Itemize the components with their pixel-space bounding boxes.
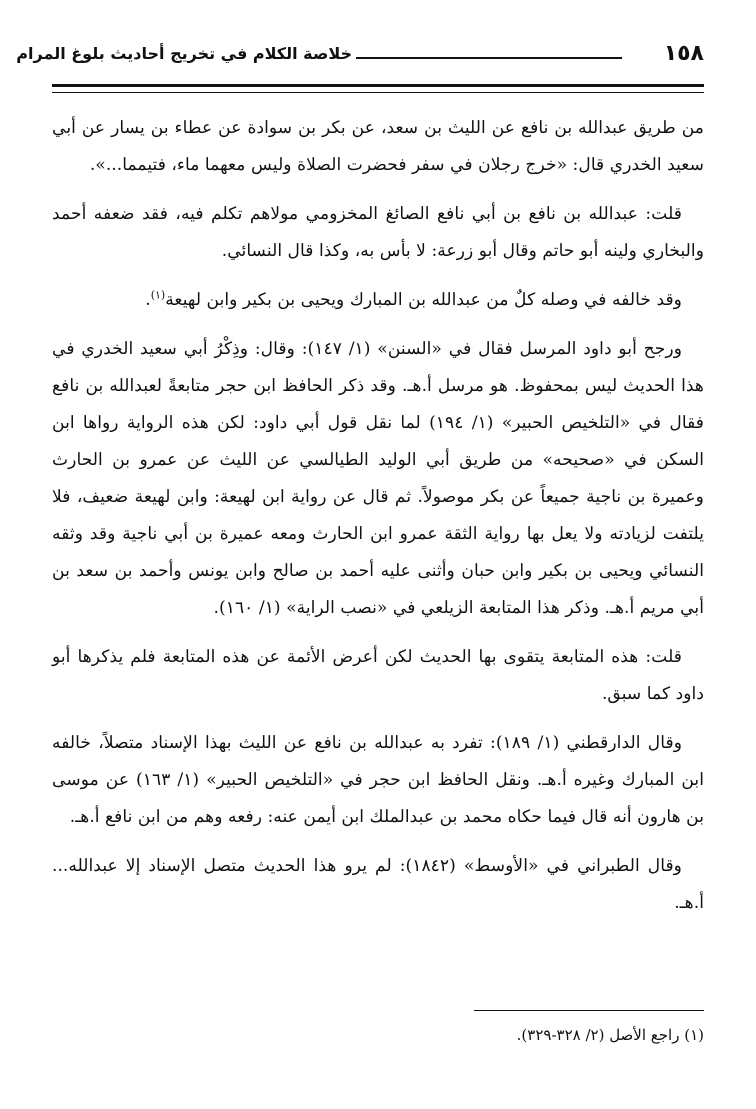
paragraph: قلت: هذه المتابعة يتقوى بها الحديث لكن أعرض الأئمة عن هذه المتابعة فلم يذكرها أبو داود كما سبق. xyxy=(52,647,704,704)
footnote-divider xyxy=(474,1010,704,1011)
running-title: خلاصة الكلام في تخريج أحاديث بلوغ المرام xyxy=(16,44,352,63)
paragraph: وقال الطبراني في «الأوسط» (١٨٤٢): لم يرو هذا الحديث متصل الإسناد إلا عبدالله... أ.هـ. xyxy=(52,856,704,913)
paragraph: قلت: عبدالله بن نافع بن أبي نافع الصائغ المخزومي مولاهم تكلم فيه، فقد ضعفه أحمد والبخاري ولينه أبو حاتم وقال أبو زرعة: لا بأس به، وكذا قال النسائي. xyxy=(52,204,704,261)
paragraph: ورجح أبو داود المرسل فقال في «السنن» (١/ ١٤٧): وقال: وذِكْرُ أبي سعيد الخدري في هذا الحديث ليس بمحفوظ. هو مرسل أ.هـ. وقد ذكر الحافظ ابن حجر متابعةً لعبدالله بن نافع فقال في «التلخيص الحبير» (١/ ١٩٤) لما نقل قول أبي داود: لكن هذه الرواية رواها ابن السكن في «صحيحه» من طريق أبي الوليد الطيالسي عن الليث عن عمرو بن الحارث وعميرة بن ناجية جميعاً عن بكر موصولاً. ثم قال عن رواية ابن لهيعة: وابن لهيعة ضعيف، فلا يلتفت لزيادته ولا يعل بها رواية الثقة عمرو ابن الحارث ومعه عميرة بن أبي ناجية وقد وثقه النسائي ويحيى بن بكير وابن حبان وأثنى عليه أحمد بن صالح وابن يونس وأحمد بن سعد بن أبي مريم أ.هـ. وذكر هذا المتابعة الزيلعي في «نصب الراية» (١/ ١٦٠). xyxy=(52,339,704,618)
footnote: (١) راجع الأصل (٢/ ٣٢٨-٣٢٩). xyxy=(516,1026,704,1044)
main-text xyxy=(52,110,704,922)
header-divider xyxy=(52,84,704,93)
footnote-reference: (١) xyxy=(150,288,166,302)
paragraph-text: وقد خالفه في وصله كلٌ من عبدالله بن المبارك ويحيى بن بكير وابن لهيعة xyxy=(165,290,682,310)
paragraph: وقال الدارقطني (١/ ١٨٩): تفرد به عبدالله بن نافع عن الليث بهذا الإسناد متصلاً، خالفه ابن المبارك وغيره أ.هـ. ونقل الحافظ ابن حجر في «التلخيص الحبير» (١/ ١٦٣) عن موسى بن هارون أنه قال فيما حكاه محمد بن عبدالملك ابن أيمن عنه: رفعه وهم من ابن نافع أ.هـ. xyxy=(52,733,704,827)
page-number: ١٥٨ xyxy=(663,41,704,66)
page-header xyxy=(16,38,704,78)
paragraph: من طريق عبدالله بن نافع عن الليث بن سعد، عن بكر بن سوادة عن عطاء بن يسار عن أبي سعيد الخدري قال: «خرج رجلان في سفر فحضرت الصلاة وليس معهما ماء، فتيمما...». xyxy=(52,118,704,175)
paragraph: وقد خالفه في وصله كلٌ من عبدالله بن المبارك ويحيى بن بكير وابن لهيعة$^{(١)}$. xyxy=(145,288,682,310)
header-dash-line xyxy=(356,57,622,59)
